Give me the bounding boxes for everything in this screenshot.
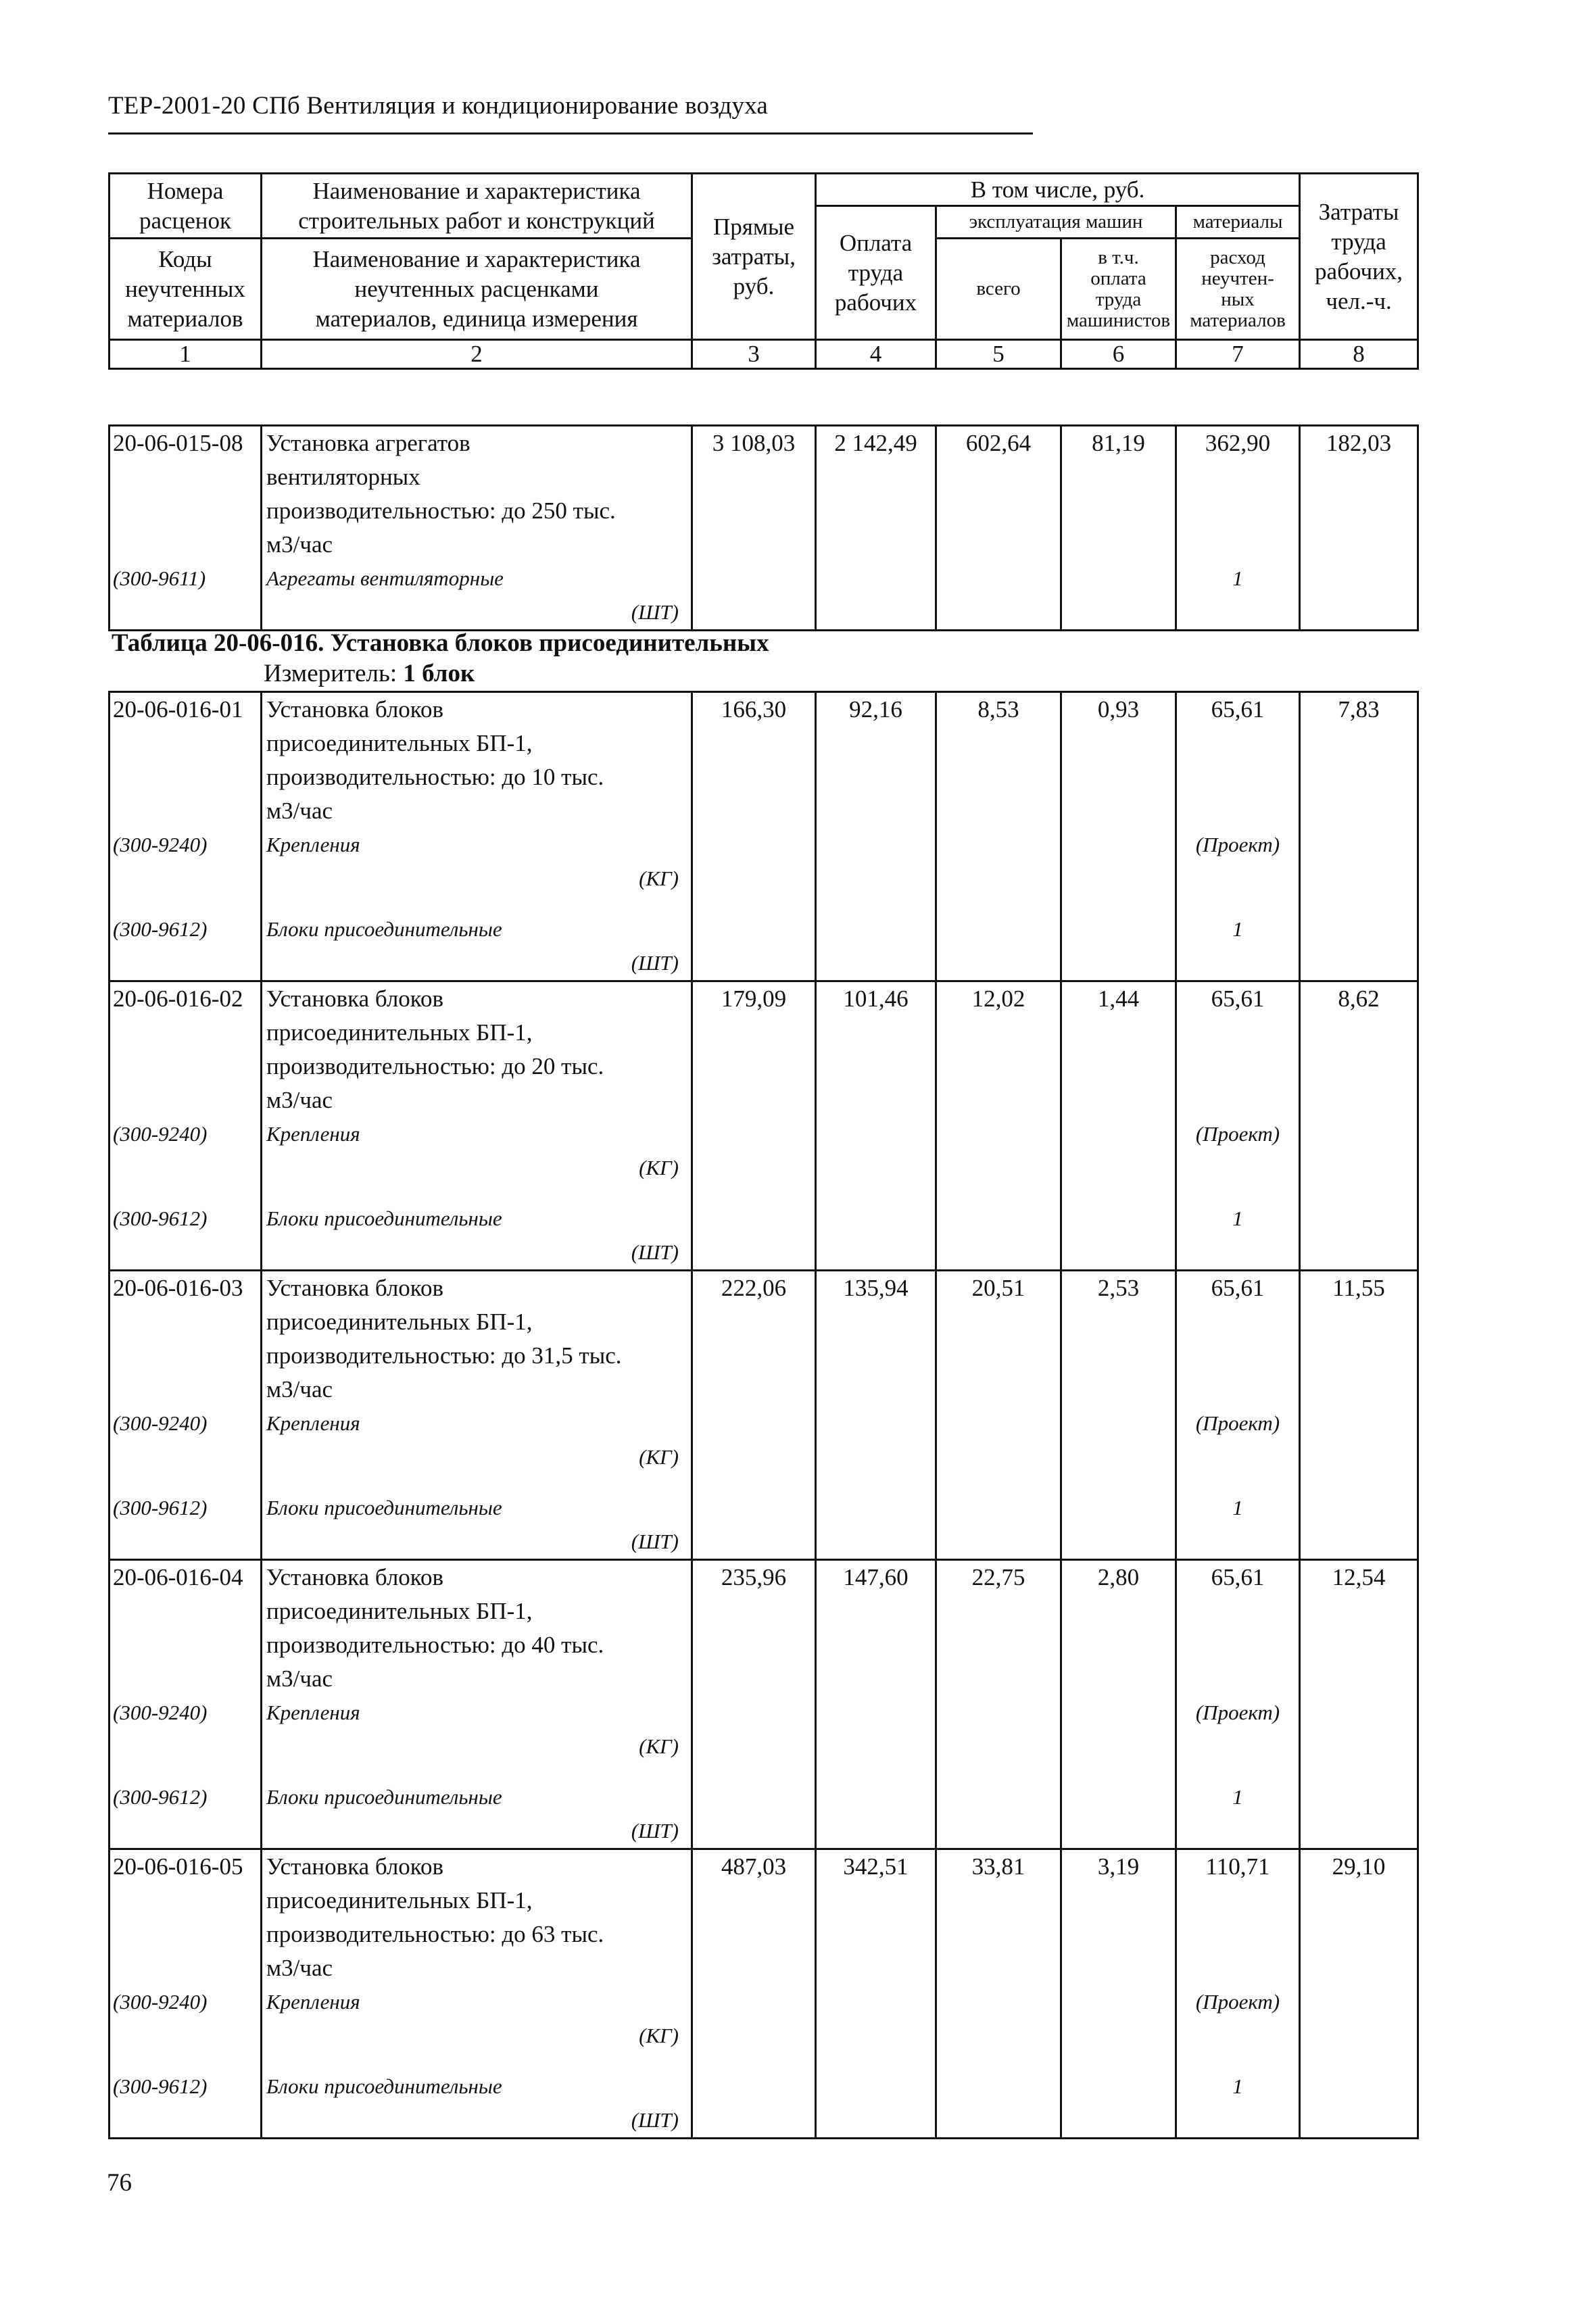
header-line: неучтенных расценками [354,275,599,302]
table-row [110,426,1418,631]
blank-line [113,1373,260,1407]
materials-value: 65,61 [1211,696,1265,723]
blank-line [1177,1814,1299,1848]
worker-hours-value: 182,03 [1300,426,1418,631]
work-name-cell [262,692,692,981]
material-unit: (КГ) [639,1156,679,1179]
blank-line [113,1525,260,1559]
blank-line [113,1305,260,1339]
material-unit: (КГ) [639,1734,679,1758]
material-unit: (ШТ) [631,600,679,624]
gap-line [113,2053,260,2070]
work-name-line: м3/час [266,1087,333,1113]
blank-line [1177,1662,1299,1696]
gap-line [113,1763,260,1780]
material-amount: (Проект) [1195,1411,1280,1435]
materials-value: 65,61 [1211,1275,1265,1301]
material-unit: (КГ) [639,867,679,890]
blank-line [1177,1440,1299,1474]
header-line: Затраты [1318,198,1399,225]
column-number: 8 [1300,340,1418,369]
rate-code-cell [110,1849,262,2139]
blank-line [113,727,260,760]
gap-line [113,1474,260,1491]
blank-line [113,528,260,562]
header-line: расход [1210,246,1265,268]
work-name-line: м3/час [266,531,333,558]
gap-line [1177,896,1299,912]
material-name: Блоки присоединительные [266,917,502,941]
blank-line [1177,1884,1299,1918]
gap-line [266,896,687,912]
blank-line [113,460,260,494]
blank-line [1177,1050,1299,1083]
machine-total-value: 33,81 [936,1849,1061,2139]
header-line: затраты, [712,243,796,270]
materials-cell [1176,1560,1300,1849]
blank-line [113,1083,260,1117]
blank-line [1177,1628,1299,1662]
gap-line [1177,1763,1299,1780]
labor-pay-value: 147,60 [816,1560,936,1849]
labor-pay-value: 342,51 [816,1849,936,2139]
machinist-pay-value: 0,93 [1061,692,1176,981]
work-name-line: вентиляторных [266,464,420,490]
work-name-line: производительностью: до 250 тыс. [266,497,616,524]
work-name-cell [262,1849,692,2139]
material-name: Крепления [266,833,360,856]
blank-line [1177,1525,1299,1559]
header-material-codes [110,239,262,340]
blank-line [113,1236,260,1269]
work-name-line: присоединительных БП-1, [266,1598,533,1624]
work-name-line: производительностью: до 31,5 тыс. [266,1342,622,1369]
header-line: материалов, единица измерения [315,305,638,332]
material-unit: (ШТ) [631,1530,679,1553]
header-rate-numbers [110,174,262,239]
work-name-line: присоединительных БП-1, [266,1887,533,1914]
table-row [110,1271,1418,1560]
blank-line [1177,494,1299,528]
work-name-line: присоединительных БП-1, [266,1309,533,1335]
rates-table-016 [108,691,1419,2139]
labor-pay-value: 135,94 [816,1271,936,1560]
machine-total-value: 602,64 [936,426,1061,631]
gap-line [1177,1185,1299,1202]
blank-line [1177,1305,1299,1339]
blank-line [1177,1151,1299,1185]
column-number: 5 [936,340,1061,369]
direct-cost-value: 222,06 [692,1271,816,1560]
blank-line [113,1594,260,1628]
header-line: материалов [1190,309,1286,331]
header-line: Наименование и характеристика [312,177,641,204]
blank-line [113,1918,260,1951]
rate-code-cell [110,426,262,631]
blank-line [1177,2103,1299,2137]
blank-line [113,760,260,794]
work-name-line: Установка блоков [266,696,444,723]
column-number: 3 [692,340,816,369]
table-row [110,692,1418,981]
blank-line [1177,1339,1299,1373]
work-name-line: производительностью: до 63 тыс. [266,1921,604,1947]
header-machine-group: эксплуатация машин [936,206,1176,239]
direct-cost-value: 3 108,03 [692,426,816,631]
material-code: (300-9612) [113,1785,208,1809]
machinist-pay-value: 81,19 [1061,426,1176,631]
header-line: труда [1095,288,1142,310]
blank-line [113,1662,260,1696]
rate-code: 20-06-016-01 [113,696,243,723]
material-amount: 1 [1232,1207,1243,1230]
header-unaccounted-materials [1176,239,1300,340]
header-line: труда [1331,228,1386,255]
header-work-name [262,174,692,239]
gap-line [113,1185,260,1202]
blank-line [1177,2019,1299,2053]
rate-code-cell [110,692,262,981]
rate-code: 20-06-016-04 [113,1564,243,1590]
blank-line [1177,1016,1299,1050]
header-material-name [262,239,692,340]
material-unit: (ШТ) [631,1240,679,1264]
gap-line [1177,2053,1299,2070]
materials-cell [1176,981,1300,1271]
blank-line [1177,460,1299,494]
worker-hours-value: 11,55 [1300,1271,1418,1560]
material-name: Крепления [266,1990,360,2014]
blank-line [113,1884,260,1918]
work-name-line: присоединительных БП-1, [266,730,533,756]
header-machine-total: всего [936,239,1061,340]
material-code: (300-9240) [113,833,208,856]
direct-cost-value: 235,96 [692,1560,816,1849]
blank-line [113,1951,260,1985]
header-worker-pay [816,206,936,340]
measure-line [264,659,475,688]
blank-line [1177,595,1299,629]
materials-value: 65,61 [1211,985,1265,1012]
material-name: Крепления [266,1701,360,1724]
header-line: Номера [147,177,224,204]
material-name: Блоки присоединительные [266,1785,502,1809]
materials-cell [1176,692,1300,981]
gap-line [266,2053,687,2070]
header-line: Наименование и характеристика [312,245,641,272]
work-name-line: производительностью: до 10 тыс. [266,764,604,790]
material-name: Блоки присоединительные [266,2074,502,2098]
work-name-line: м3/час [266,1955,333,1981]
blank-line [113,1440,260,1474]
blank-line [1177,727,1299,760]
header-line: машинистов [1066,309,1171,331]
labor-pay-value: 101,46 [816,981,936,1271]
material-code: (300-9611) [113,566,206,590]
blank-line [113,1339,260,1373]
header-machinist-pay [1061,239,1176,340]
table-row [110,1560,1418,1849]
direct-cost-value: 179,09 [692,981,816,1271]
blank-line [113,946,260,980]
worker-hours-value: 8,62 [1300,981,1418,1271]
work-name-line: производительностью: до 40 тыс. [266,1632,604,1658]
blank-line [113,1151,260,1185]
material-code: (300-9612) [113,1496,208,1519]
table-header [108,172,1419,370]
header-line: рабочих, [1315,258,1403,285]
rate-code-cell [110,1560,262,1849]
labor-pay-value: 2 142,49 [816,426,936,631]
material-amount: 1 [1232,2074,1243,2098]
material-amount: 1 [1232,917,1243,941]
work-name-cell [262,1271,692,1560]
blank-line [113,1814,260,1848]
blank-line [113,862,260,896]
work-name-cell [262,426,692,631]
rate-code: 20-06-016-05 [113,1853,243,1880]
blank-line [113,794,260,828]
work-name-line: Установка блоков [266,985,444,1012]
rate-code-cell [110,981,262,1271]
worker-hours-value: 29,10 [1300,1849,1418,2139]
table-row [110,1849,1418,2139]
material-code: (300-9240) [113,1122,208,1146]
rates-table-015 [108,424,1419,631]
blank-line [1177,1236,1299,1269]
worker-hours-value: 7,83 [1300,692,1418,981]
machine-total-value: 12,02 [936,981,1061,1271]
work-name-line: Установка блоков [266,1275,444,1301]
gap-line [1177,1474,1299,1491]
header-line: оплата [1090,267,1146,289]
rate-code: 20-06-016-02 [113,985,243,1012]
material-amount: (Проект) [1195,1990,1280,2014]
header-line: чел.-ч. [1326,287,1392,314]
blank-line [113,494,260,528]
work-name-line: Установка агрегатов [266,430,470,456]
materials-value: 110,71 [1205,1853,1270,1880]
blank-line [1177,1083,1299,1117]
header-line: строительных работ и конструкций [298,207,655,234]
materials-value: 65,61 [1211,1564,1265,1590]
material-name: Блоки присоединительные [266,1496,502,1519]
header-line: труда [848,259,904,286]
material-code: (300-9612) [113,2074,208,2098]
rate-code: 20-06-016-03 [113,1275,243,1301]
blank-line [113,1730,260,1763]
material-amount: 1 [1232,1785,1243,1809]
labor-pay-value: 92,16 [816,692,936,981]
column-number: 2 [262,340,692,369]
blank-line [1177,760,1299,794]
table-caption: Таблица 20-06-016. Установка блоков присоединительных [112,629,769,657]
materials-cell [1176,1271,1300,1560]
blank-line [1177,862,1299,896]
material-name: Блоки присоединительные [266,1207,502,1230]
material-amount: 1 [1232,566,1243,590]
column-number: 6 [1061,340,1176,369]
blank-line [113,1050,260,1083]
blank-line [1177,1951,1299,1985]
material-unit: (КГ) [639,2024,679,2047]
material-code: (300-9612) [113,1207,208,1230]
header-line: в т.ч. [1098,246,1139,268]
blank-line [1177,1373,1299,1407]
work-name-line: м3/час [266,1376,333,1403]
measure-value: 1 блок [403,660,475,687]
header-including-group: В том числе, руб. [816,174,1300,206]
column-number: 4 [816,340,936,369]
rate-code-cell [110,1271,262,1560]
header-line: Коды [158,245,212,272]
material-name: Крепления [266,1411,360,1435]
material-code: (300-9240) [113,1701,208,1724]
header-worker-hours [1300,174,1418,340]
document-title: ТЕР-2001-20 СПб Вентиляция и кондиционирование воздуха [108,92,769,120]
blank-line [113,595,260,629]
worker-hours-value: 12,54 [1300,1560,1418,1849]
title-rule [108,132,1033,135]
work-name-line: присоединительных БП-1, [266,1019,533,1046]
material-name: Агрегаты вентиляторные [266,566,504,590]
header-line: ных [1221,288,1255,310]
material-code: (300-9240) [113,1411,208,1435]
blank-line [113,2019,260,2053]
header-direct-costs [692,174,816,340]
header-line: Оплата [839,229,913,256]
column-number: 7 [1176,340,1300,369]
direct-cost-value: 166,30 [692,692,816,981]
work-name-cell [262,1560,692,1849]
work-name-cell [262,981,692,1271]
blank-line [113,2103,260,2137]
material-unit: (ШТ) [631,951,679,975]
header-line: рабочих [834,289,917,316]
table-row [110,981,1418,1271]
blank-line [1177,1594,1299,1628]
machinist-pay-value: 2,80 [1061,1560,1176,1849]
gap-line [113,896,260,912]
material-name: Крепления [266,1122,360,1146]
materials-value: 362,90 [1205,430,1271,456]
header-line: материалов [127,305,243,332]
material-amount: (Проект) [1195,1701,1280,1724]
blank-line [1177,1918,1299,1951]
page-number: 76 [107,2169,132,2197]
machine-total-value: 22,75 [936,1560,1061,1849]
gap-line [266,1474,687,1491]
materials-cell [1176,426,1300,631]
blank-line [1177,528,1299,562]
work-name-line: Установка блоков [266,1853,444,1880]
work-name-line: м3/час [266,1665,333,1692]
gap-line [266,1185,687,1202]
material-code: (300-9612) [113,917,208,941]
header-line: расценок [139,207,232,234]
machinist-pay-value: 1,44 [1061,981,1176,1271]
column-number: 1 [110,340,262,369]
material-code: (300-9240) [113,1990,208,2014]
blank-line [113,1016,260,1050]
blank-line [1177,946,1299,980]
blank-line [113,1628,260,1662]
machine-total-value: 8,53 [936,692,1061,981]
machinist-pay-value: 2,53 [1061,1271,1176,1560]
gap-line [266,1763,687,1780]
material-unit: (ШТ) [631,1819,679,1843]
material-amount: (Проект) [1195,1122,1280,1146]
direct-cost-value: 487,03 [692,1849,816,2139]
header-line: неучтен- [1201,267,1274,289]
material-unit: (КГ) [639,1445,679,1469]
measure-label: Измеритель: [264,660,404,687]
rate-code: 20-06-015-08 [113,430,243,456]
header-line: Прямые [712,213,795,240]
work-name-line: производительностью: до 20 тыс. [266,1053,604,1079]
work-name-line: Установка блоков [266,1564,444,1590]
blank-line [1177,1730,1299,1763]
machine-total-value: 20,51 [936,1271,1061,1560]
work-name-line: м3/час [266,798,333,824]
header-line: неучтенных [125,275,245,302]
header-line: руб. [733,272,775,299]
material-amount: 1 [1232,1496,1243,1519]
machinist-pay-value: 3,19 [1061,1849,1176,2139]
materials-cell [1176,1849,1300,2139]
header-materials-group: материалы [1176,206,1300,239]
material-amount: (Проект) [1195,833,1280,856]
blank-line [1177,794,1299,828]
material-unit: (ШТ) [631,2108,679,2132]
